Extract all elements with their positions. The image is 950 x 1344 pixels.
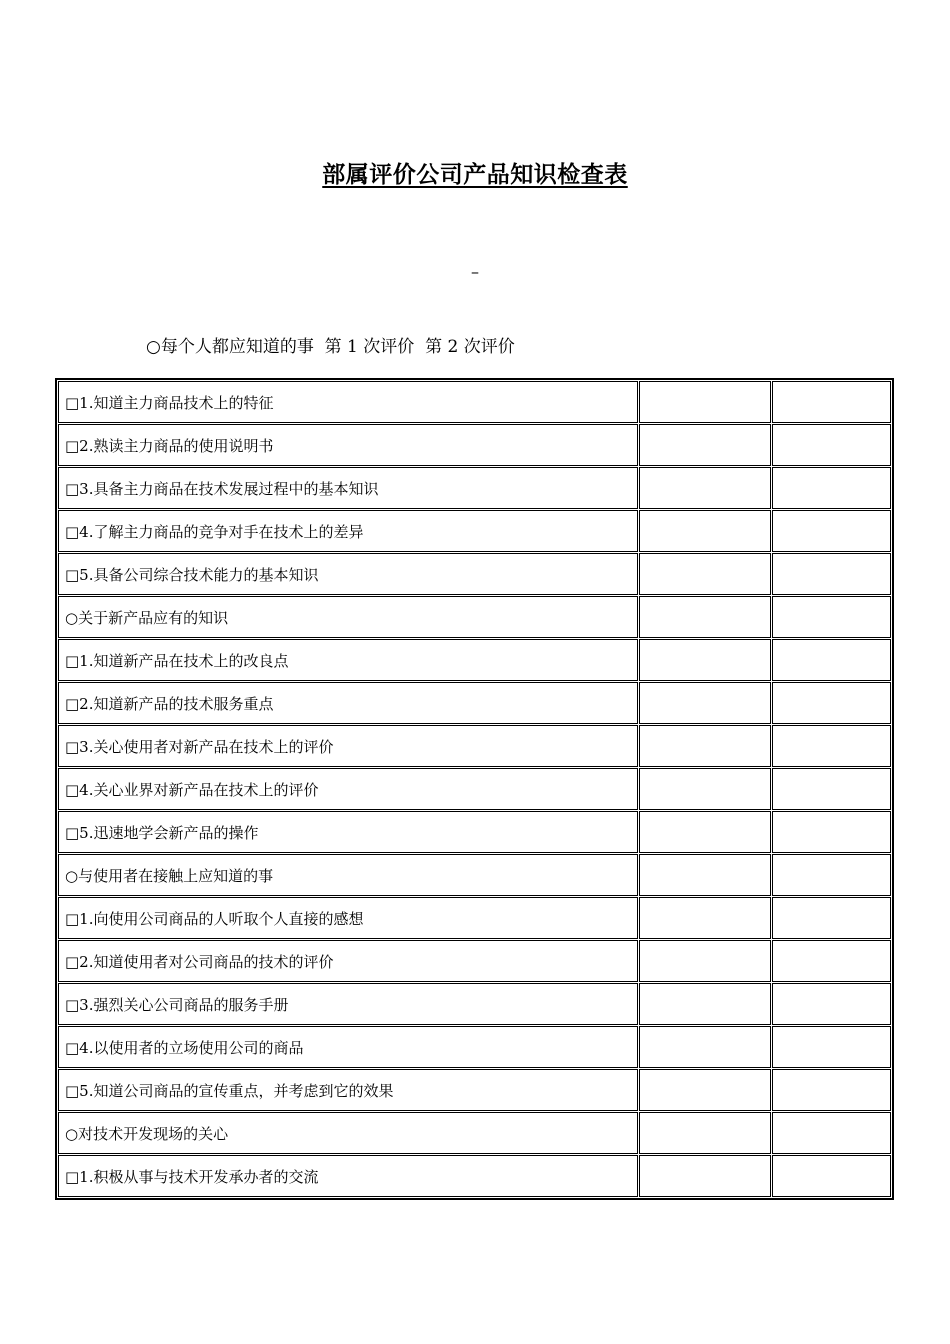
second-evaluation-cell[interactable] <box>772 1112 891 1154</box>
second-evaluation-cell[interactable] <box>772 553 891 595</box>
first-evaluation-cell[interactable] <box>639 725 771 767</box>
checklist-item: □2.知道新产品的技术服务重点 <box>58 682 638 724</box>
second-evaluation-cell[interactable] <box>772 1155 891 1197</box>
table-row <box>58 381 891 423</box>
table-row <box>58 1155 891 1197</box>
second-evaluation-cell[interactable] <box>772 424 891 466</box>
checklist-item: □3.关心使用者对新产品在技术上的评价 <box>58 725 638 767</box>
second-evaluation-cell[interactable] <box>772 1069 891 1111</box>
checklist-item: ○与使用者在接触上应知道的事 <box>58 854 638 896</box>
second-evaluation-cell[interactable] <box>772 1026 891 1068</box>
second-evaluation-cell[interactable] <box>772 381 891 423</box>
first-evaluation-cell[interactable] <box>639 381 771 423</box>
second-evaluation-cell[interactable] <box>772 940 891 982</box>
first-evaluation-cell[interactable] <box>639 467 771 509</box>
separator-dash: – <box>471 262 479 281</box>
second-evaluation-cell[interactable] <box>772 467 891 509</box>
first-evaluation-cell[interactable] <box>639 1026 771 1068</box>
checklist-item: □4.关心业界对新产品在技术上的评价 <box>58 768 638 810</box>
second-evaluation-cell[interactable] <box>772 983 891 1025</box>
second-evaluation-cell[interactable] <box>772 725 891 767</box>
document-title: 部属评价公司产品知识检查表 <box>322 162 628 188</box>
first-evaluation-cell[interactable] <box>639 811 771 853</box>
table-row <box>58 510 891 552</box>
first-evaluation-cell[interactable] <box>639 1069 771 1111</box>
second-evaluation-cell[interactable] <box>772 854 891 896</box>
table-row <box>58 725 891 767</box>
first-evaluation-cell[interactable] <box>639 854 771 896</box>
first-evaluation-cell[interactable] <box>639 983 771 1025</box>
first-evaluation-cell[interactable] <box>639 940 771 982</box>
table-row <box>58 639 891 681</box>
column-legend: ○每个人都应知道的事 第 1 次评价 第 2 次评价 <box>146 337 515 357</box>
first-evaluation-cell[interactable] <box>639 1112 771 1154</box>
checklist-table <box>55 378 894 1200</box>
second-evaluation-cell[interactable] <box>772 510 891 552</box>
second-evaluation-cell[interactable] <box>772 768 891 810</box>
checklist-item: □2.知道使用者对公司商品的技术的评价 <box>58 940 638 982</box>
checklist-item: □4.了解主力商品的竞争对手在技术上的差异 <box>58 510 638 552</box>
checklist-item: □5.知道公司商品的宣传重点，并考虑到它的效果 <box>58 1069 638 1111</box>
checklist-item: □1.知道主力商品技术上的特征 <box>58 381 638 423</box>
checklist-item: □3.具备主力商品在技术发展过程中的基本知识 <box>58 467 638 509</box>
table-row <box>58 553 891 595</box>
checklist-item: ○对技术开发现场的关心 <box>58 1112 638 1154</box>
checklist-item: □5.迅速地学会新产品的操作 <box>58 811 638 853</box>
checklist-item: □1.向使用公司商品的人听取个人直接的感想 <box>58 897 638 939</box>
second-evaluation-cell[interactable] <box>772 897 891 939</box>
table-row <box>58 424 891 466</box>
second-evaluation-cell[interactable] <box>772 639 891 681</box>
table-row <box>58 897 891 939</box>
first-evaluation-cell[interactable] <box>639 510 771 552</box>
table-row <box>58 682 891 724</box>
first-evaluation-cell[interactable] <box>639 553 771 595</box>
table-row <box>58 983 891 1025</box>
checklist-item: ○关于新产品应有的知识 <box>58 596 638 638</box>
table-row <box>58 1069 891 1111</box>
table-row <box>58 1112 891 1154</box>
second-evaluation-cell[interactable] <box>772 596 891 638</box>
second-evaluation-cell[interactable] <box>772 811 891 853</box>
first-evaluation-cell[interactable] <box>639 596 771 638</box>
table-row <box>58 854 891 896</box>
table-row <box>58 1026 891 1068</box>
table-row <box>58 811 891 853</box>
checklist-item: □4.以使用者的立场使用公司的商品 <box>58 1026 638 1068</box>
checklist-item: □3.强烈关心公司商品的服务手册 <box>58 983 638 1025</box>
second-evaluation-cell[interactable] <box>772 682 891 724</box>
checklist-item: □5.具备公司综合技术能力的基本知识 <box>58 553 638 595</box>
first-evaluation-cell[interactable] <box>639 682 771 724</box>
checklist-item: □2.熟读主力商品的使用说明书 <box>58 424 638 466</box>
table-row <box>58 940 891 982</box>
first-evaluation-cell[interactable] <box>639 897 771 939</box>
first-evaluation-cell[interactable] <box>639 768 771 810</box>
table-row <box>58 768 891 810</box>
checklist-item: □1.知道新产品在技术上的改良点 <box>58 639 638 681</box>
table-row <box>58 467 891 509</box>
checklist-item: □1.积极从事与技术开发承办者的交流 <box>58 1155 638 1197</box>
first-evaluation-cell[interactable] <box>639 639 771 681</box>
table-row <box>58 596 891 638</box>
first-evaluation-cell[interactable] <box>639 424 771 466</box>
first-evaluation-cell[interactable] <box>639 1155 771 1197</box>
